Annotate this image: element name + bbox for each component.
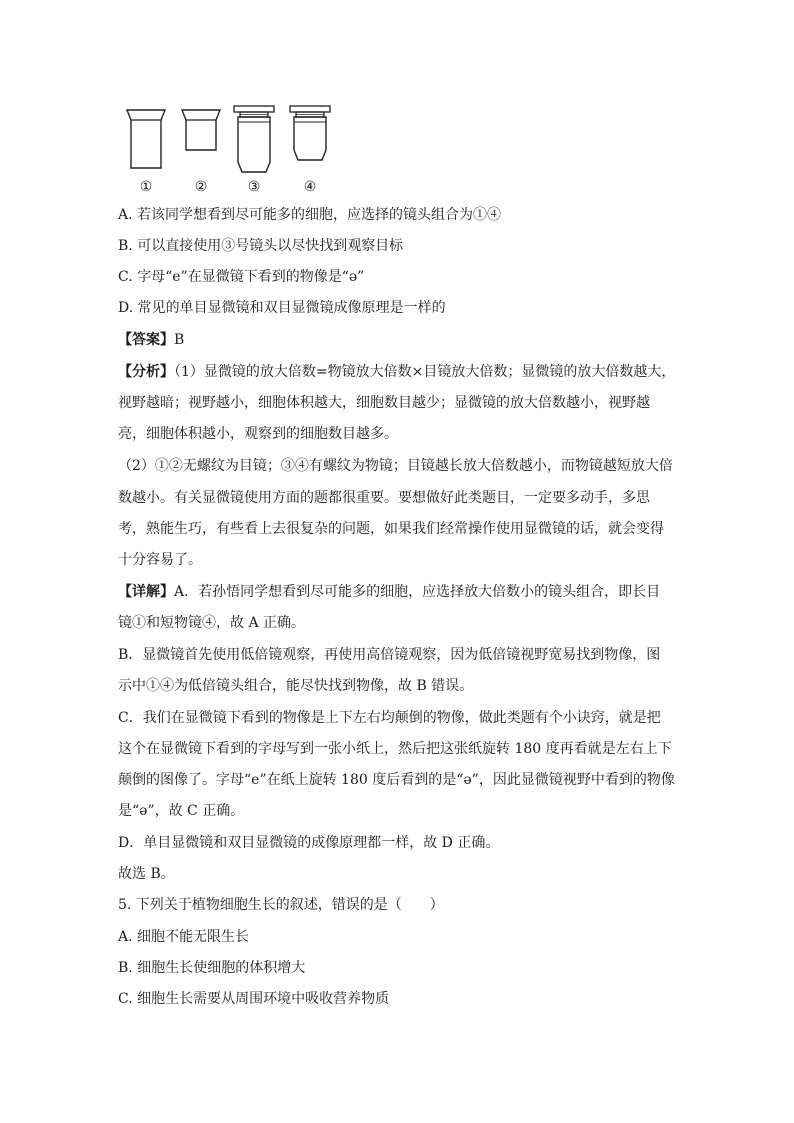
eyepiece-long-icon: [125, 108, 167, 170]
detail-line: [118, 582, 660, 602]
section-tag: 【答案】: [118, 332, 174, 348]
line-text: 颠倒的图像了。字母“e”在纸上旋转 180 度后看到的是“ә”，因此显微镜视野中看到的物像: [118, 772, 675, 788]
section-tag: 【详解】: [118, 584, 174, 600]
detail-line: [118, 613, 305, 633]
line-text: D．单目显微镜和双目显微镜的成像原理都一样，故 D 正确。: [118, 835, 500, 851]
q5-option-a: [118, 927, 249, 947]
lens-label-2: ②: [194, 179, 208, 195]
eyepiece-short-icon: [180, 108, 222, 152]
lens-label-1: ①: [139, 179, 153, 195]
line-text: 视野越暗；视野越小，细胞体积越大，细胞数目越少；显微镜的放大倍数越小，视野越: [118, 395, 650, 411]
line-text: A. 若该同学想看到尽可能多的细胞，应选择的镜头组合为①④: [118, 207, 502, 223]
line-text: 这个在显微镜下看到的字母写到一张小纸上，然后把这张纸旋转 180 度再看就是左右上下: [118, 741, 672, 757]
q5-option-c: [118, 989, 389, 1009]
objective-short-icon: [288, 104, 332, 162]
line-text: 亮，细胞体积越小，观察到的细胞数目越多。: [118, 426, 398, 442]
lens-label-4: ④: [303, 179, 317, 195]
question-5-stem: [118, 895, 444, 915]
line-text: 镜①和短物镜④，故 A 正确。: [118, 615, 306, 631]
line-text: C. 细胞生长需要从周围环境中吸收营养物质: [118, 991, 390, 1007]
line-text: （2）①②无螺纹为目镜；③④有螺纹为物镜；目镜越长放大倍数越小，而物镜越短放大倍: [118, 458, 673, 474]
lens-label-3: ③: [247, 179, 261, 195]
analysis-line: [118, 424, 398, 444]
lens-figure: [120, 100, 350, 200]
line-text: A．若孙悟同学想看到尽可能多的细胞，应选择放大倍数小的镜头组合，即长目: [174, 584, 661, 600]
section-tag: 【分析】: [118, 364, 174, 380]
line-text: C. 字母“e”在显微镜下看到的物像是“ә”: [118, 269, 365, 285]
analysis-line: [118, 393, 650, 413]
line-text: B. 可以直接使用③号镜头以尽快找到观察目标: [118, 238, 404, 254]
option-b: [118, 236, 403, 256]
analysis-line: [118, 488, 650, 508]
analysis-line: [118, 550, 202, 570]
analysis-line: [118, 362, 675, 382]
option-c: [118, 267, 364, 287]
line-text: （1）显微镜的放大倍数=物镜放大倍数×目镜放大倍数；显微镜的放大倍数越大，: [174, 364, 676, 380]
detail-line: [118, 676, 473, 696]
line-text: C．我们在显微镜下看到的物像是上下左右均颠倒的物像，做此类题有个小诀窍，就是把: [118, 710, 661, 726]
analysis-line: [118, 456, 673, 476]
detail-line: [118, 645, 660, 665]
line-text: 故选 B。: [118, 866, 175, 882]
detail-line: [118, 801, 244, 821]
line-text: B: [174, 332, 185, 348]
analysis-line: [118, 519, 664, 539]
answer-line: [118, 330, 184, 350]
detail-line: [118, 739, 672, 759]
detail-line: [118, 708, 661, 728]
line-text: 是“ә”，故 C 正确。: [118, 803, 245, 819]
q5-option-b: [118, 958, 305, 978]
line-text: A. 细胞不能无限生长: [118, 929, 250, 945]
line-text: 数越小。有关显微镜使用方面的题都很重要。要想做好此类题目，一定要多动手，多思: [118, 490, 650, 506]
conclusion-line: [118, 864, 175, 884]
line-text: 5. 下列关于植物细胞生长的叙述，错误的是（ ）: [118, 897, 444, 913]
line-text: 示中①④为低倍镜头组合，能尽快找到物像，故 B 错误。: [118, 678, 474, 694]
line-text: B．显微镜首先使用低倍镜观察，再使用高倍镜观察，因为低倍镜视野宽易找到物像，图: [118, 647, 661, 663]
detail-line: [118, 770, 675, 790]
option-d: [118, 298, 446, 318]
objective-long-icon: [232, 104, 276, 174]
line-text: D. 常见的单目显微镜和双目显微镜成像原理是一样的: [118, 300, 446, 316]
line-text: 考，熟能生巧，有些看上去很复杂的问题，如果我们经常操作使用显微镜的话，就会变得: [118, 521, 664, 537]
detail-line: [118, 833, 499, 853]
line-text: B. 细胞生长使细胞的体积增大: [118, 960, 306, 976]
line-text: 十分容易了。: [118, 552, 202, 568]
option-a: [118, 205, 501, 225]
